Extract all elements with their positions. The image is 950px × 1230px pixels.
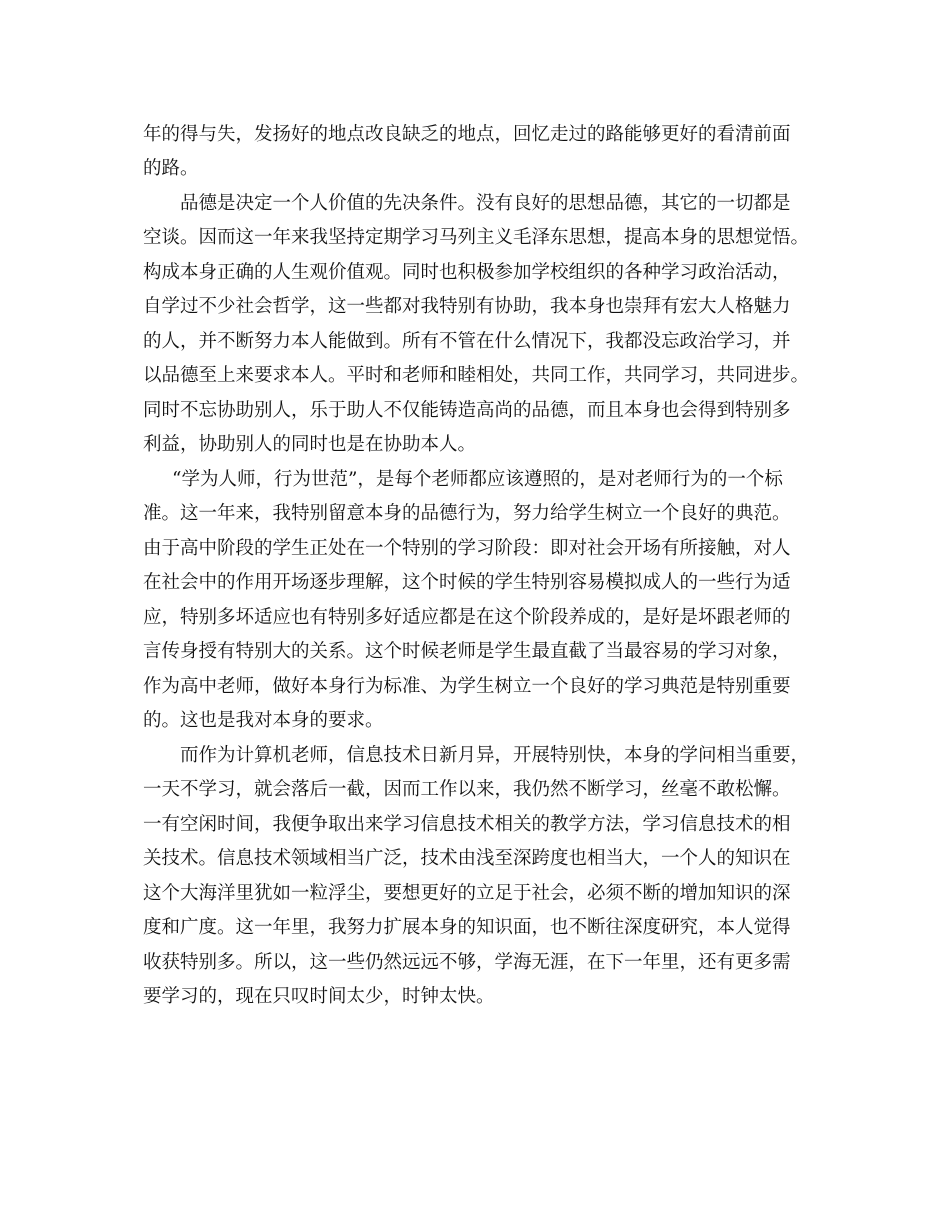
text-line: 以品德至上来要求本人。平时和老师和睦相处，共同工作，共同学习，共同进步。	[143, 365, 810, 386]
text-line: 作为高中老师，做好本身行为标准、为学生树立一个良好的学习典范是特别重要	[143, 676, 791, 697]
text-line: 同时不忘协助别人，乐于助人不仅能铸造高尚的品德，而且本身也会得到特别多	[143, 400, 791, 421]
text-line: 言传身授有特别大的关系。这个时候老师是学生最直截了当最容易的学习对象，	[143, 641, 791, 662]
text-line: 利益，协助别人的同时也是在协助本人。	[143, 434, 477, 455]
text-line: 要学习的，现在只叹时间太少，时钟太快。	[143, 986, 495, 1007]
text-line: 的路。	[143, 158, 199, 179]
text-line: 关技术。信息技术领域相当广泛，技术由浅至深跨度也相当大，一个人的知识在	[143, 848, 791, 869]
text-line: 空谈。因而这一年来我坚持定期学习马列主义毛泽东思想，提高本身的思想觉悟。	[143, 227, 810, 248]
text-line: 度和广度。这一年里，我努力扩展本身的知识面，也不断往深度研究，本人觉得	[143, 917, 791, 938]
text-line: 的人，并不断努力本人能做到。所有不管在什么情况下，我都没忘政治学习，并	[143, 331, 791, 352]
text-line: 应，特别多坏适应也有特别多好适应都是在这个阶段养成的，是好是坏跟老师的	[143, 607, 791, 628]
text-line: 品德是决定一个人价值的先决条件。没有良好的思想品德，其它的一切都是	[180, 193, 791, 214]
text-line: 由于高中阶段的学生正处在一个特别的学习阶段：即对社会开场有所接触，对人	[143, 538, 791, 559]
text-line: 准。这一年来，我特别留意本身的品德行为，努力给学生树立一个良好的典范。	[143, 503, 791, 524]
text-line: 的。这也是我对本身的要求。	[143, 710, 384, 731]
text-line: 在社会中的作用开场逐步理解，这个时候的学生特别容易模拟成人的一些行为适	[143, 572, 791, 593]
text-line: 一有空闲时间，我便争取出来学习信息技术相关的教学方法，学习信息技术的相	[143, 814, 791, 835]
text-line: 自学过不少社会哲学，这一些都对我特别有协助，我本身也崇拜有宏大人格魅力	[143, 296, 791, 317]
text-line: 一天不学习，就会落后一截，因而工作以来，我仍然不断学习，丝毫不敢松懈。	[143, 779, 791, 800]
text-line: “学为人师，行为世范”，是每个老师都应该遵照的，是对老师行为的一个标	[172, 469, 783, 490]
text-line: 这个大海洋里犹如一粒浮尘，要想更好的立足于社会，必须不断的增加知识的深	[143, 883, 791, 904]
text-line: 而作为计算机老师，信息技术日新月异，开展特别快，本身的学问相当重要，	[180, 745, 810, 766]
text-line: 构成本身正确的人生观价值观。同时也积极参加学校组织的各种学习政治活动，	[143, 262, 791, 283]
text-line: 年的得与失，发扬好的地点改良缺乏的地点，回忆走过的路能够更好的看清前面	[143, 124, 791, 145]
text-line: 收获特别多。所以，这一些仍然远远不够，学海无涯，在下一年里，还有更多需	[143, 952, 791, 973]
